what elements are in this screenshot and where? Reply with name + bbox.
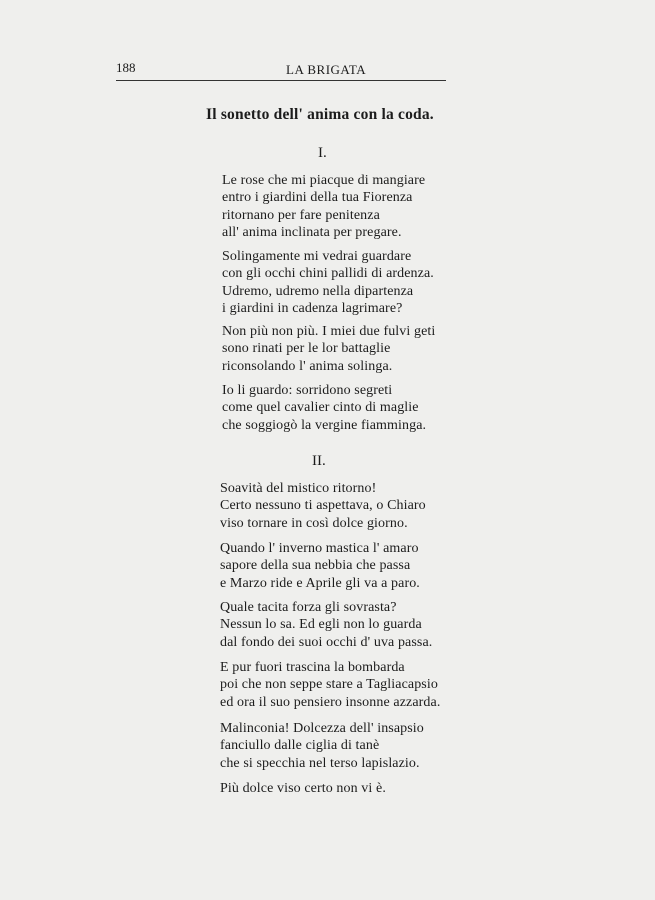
verse-line: come quel cavalier cinto di maglie — [222, 400, 419, 416]
verse-line: entro i giardini della tua Fiorenza — [222, 190, 413, 206]
stanza-2-4 — [220, 659, 440, 711]
stanza-2-1 — [220, 480, 426, 532]
stanza-1-1 — [222, 172, 425, 242]
verse-line: Più dolce viso certo non vi è. — [220, 781, 386, 796]
verse-line: Solingamente mi vedrai guardare — [222, 249, 412, 264]
header-rule — [116, 80, 446, 81]
stanza-1-2 — [222, 248, 434, 318]
verse-line: viso tornare in così dolce giorno. — [220, 515, 408, 531]
running-title: LA BRIGATA — [286, 62, 367, 77]
verse-line: Io li guardo: sorridono segreti — [222, 383, 393, 398]
verse-line: Non più non più. I miei due fulvi geti — [222, 324, 436, 339]
stanza-2-6 — [220, 780, 386, 797]
stanza-2-3 — [220, 599, 432, 651]
page-header — [116, 60, 446, 82]
verse-line: E pur fuori trascina la bombarda — [220, 660, 405, 675]
stanza-1-4 — [222, 382, 426, 434]
verse-line: Quale tacita forza gli sovrasta? — [220, 600, 397, 615]
verse-line: fanciullo dalle ciglia di tanè — [220, 738, 380, 754]
verse-line: Nessun lo sa. Ed egli non lo guarda — [220, 617, 422, 633]
section-number-2: II. — [312, 453, 326, 469]
verse-line: che si specchia nel terso lapislazio. — [220, 755, 420, 771]
verse-line: i giardini in cadenza lagrimare? — [222, 301, 403, 317]
verse-line: sapore della sua nebbia che passa — [220, 558, 411, 574]
verse-line: e Marzo ride e Aprile gli va a paro. — [220, 575, 420, 591]
verse-line: ed ora il suo pensiero insonne azzarda. — [220, 694, 441, 710]
verse-line: sono rinati per le lor battaglie — [222, 341, 391, 357]
verse-line: Soavità del mistico ritorno! — [220, 481, 377, 496]
stanza-2-2 — [220, 540, 420, 592]
poem-title: Il sonetto dell' anima con la coda. — [206, 106, 434, 123]
page-number: 188 — [116, 60, 136, 75]
verse-line: che soggiogò la vergine fiamminga. — [222, 417, 427, 433]
verse-line: Certo nessuno ti aspettava, o Chiaro — [220, 498, 426, 514]
verse-line: Malinconia! Dolcezza dell' insapsio — [220, 721, 424, 736]
verse-line: riconsolando l' anima solinga. — [222, 358, 393, 374]
verse-line: ritornano per fare penitenza — [222, 207, 380, 223]
verse-line: Udremo, udremo nella dipartenza — [222, 283, 414, 299]
verse-line: dal fondo dei suoi occhi d' uva passa. — [220, 634, 433, 650]
verse-line: Le rose che mi piacque di mangiare — [222, 173, 426, 188]
verse-line: all' anima inclinata per pregare. — [222, 225, 402, 241]
section-number-1: I. — [318, 145, 327, 161]
verse-line: Quando l' inverno mastica l' amaro — [220, 541, 419, 556]
stanza-1-3 — [222, 323, 435, 375]
verse-line: poi che non seppe stare a Tagliacapsio — [220, 677, 438, 693]
stanza-2-5 — [220, 720, 424, 772]
verse-line: con gli occhi chini pallidi di ardenza. — [222, 266, 434, 282]
